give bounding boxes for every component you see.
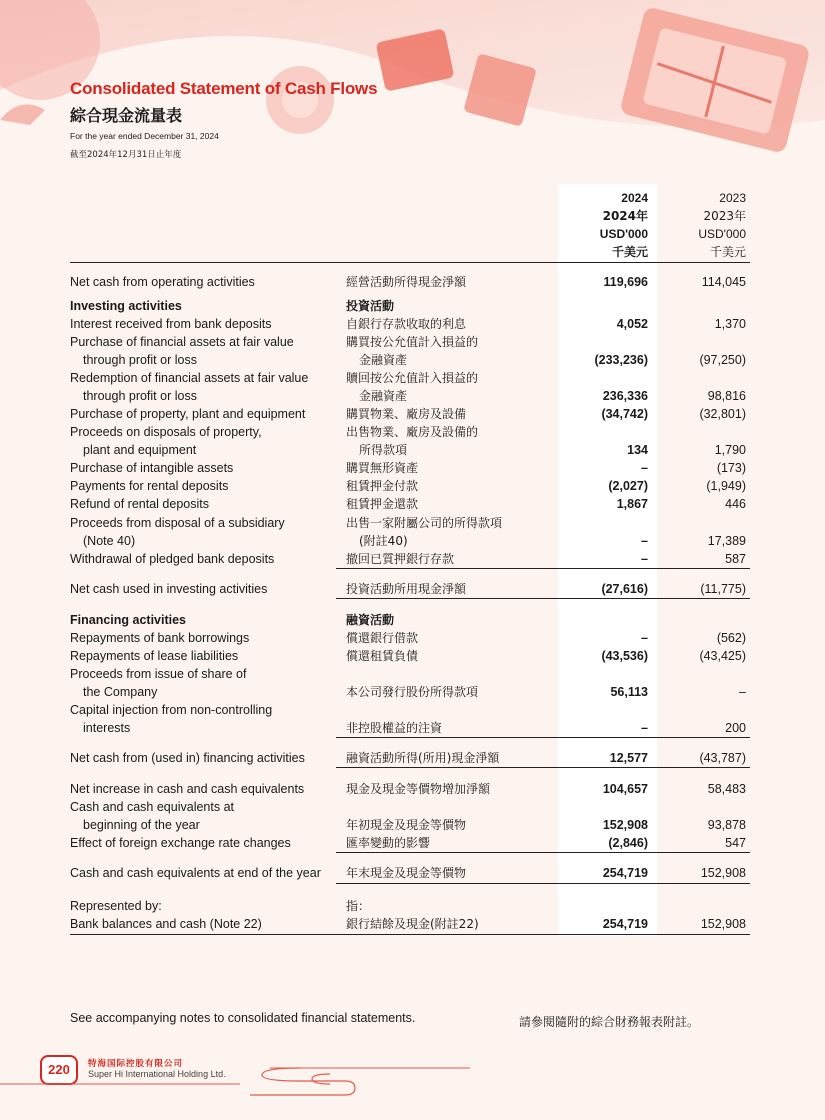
table-row xyxy=(70,441,750,459)
section-heading xyxy=(70,611,750,629)
row-label-chinese: 投資活動所用現金淨額 xyxy=(346,582,467,596)
row-label-chinese: 出售物業、廠房及設備的 xyxy=(346,425,479,439)
row-label-chinese: 融資活動所得(所用)現金淨額 xyxy=(346,751,500,765)
row-label-chinese: 所得款項 xyxy=(359,443,408,457)
row-label-chinese: 金融資產 xyxy=(359,353,408,367)
table-row xyxy=(70,550,750,568)
row-label: Proceeds on disposals of property, xyxy=(70,425,262,439)
table-row xyxy=(70,514,750,532)
row-label-chinese: 非控股權益的注資 xyxy=(346,721,443,735)
table-row xyxy=(70,387,750,405)
row-label-chinese: 投資活動 xyxy=(346,299,395,313)
row-label: Refund of rental deposits xyxy=(70,497,209,511)
row-label-chinese: 金融資產 xyxy=(359,389,408,403)
table-row xyxy=(70,369,750,387)
row-label-chinese: 匯率變動的影響 xyxy=(346,836,431,850)
value-2024: 236,336 xyxy=(602,389,648,403)
period-subtitle-chinese: 截至2024年12月31日止年度 xyxy=(70,150,182,160)
row-label-chinese: 撤回已質押銀行存款 xyxy=(346,552,455,566)
value-2023: (1,949) xyxy=(706,479,746,493)
value-2024: – xyxy=(641,631,648,645)
row-label: Capital injection from non-controlling xyxy=(70,703,273,717)
page-title-chinese: 綜合現金流量表 xyxy=(70,106,183,125)
period-subtitle: For the year ended December 31, 2024 xyxy=(70,131,219,141)
row-label: Repayments of lease liabilities xyxy=(70,649,239,663)
value-2023: 587 xyxy=(725,552,746,566)
value-2024: 104,657 xyxy=(602,782,648,796)
unit-label-chinese: 千美元 xyxy=(611,245,648,259)
row-label: beginning of the year xyxy=(83,818,200,832)
table-row xyxy=(70,683,750,701)
subtotal-rule xyxy=(336,767,750,768)
value-2024: (2,846) xyxy=(608,836,648,850)
total-rule xyxy=(70,934,750,935)
row-label: Net cash from (used in) financing activities xyxy=(70,751,305,765)
row-label: Withdrawal of pledged bank deposits xyxy=(70,552,275,566)
row-label: Net increase in cash and cash equivalents xyxy=(70,782,305,796)
column-header-2023 xyxy=(660,189,746,261)
row-label: Repayments of bank borrowings xyxy=(70,631,250,645)
value-2024: 254,719 xyxy=(602,917,648,931)
table-row xyxy=(70,665,750,683)
row-label: through profit or loss xyxy=(83,353,197,367)
row-label-chinese: 銀行結餘及現金(附註22) xyxy=(346,917,479,931)
value-2024: (34,742) xyxy=(601,407,648,421)
value-2023: 98,816 xyxy=(707,389,746,403)
row-label: Proceeds from issue of share of xyxy=(70,667,247,681)
row-label: Net cash from operating activities xyxy=(70,275,255,289)
value-2023: 547 xyxy=(725,836,746,850)
table-row xyxy=(70,897,750,915)
value-2023: 93,878 xyxy=(707,818,746,832)
value-2023: 17,389 xyxy=(707,534,746,548)
row-label: interests xyxy=(83,721,131,735)
row-label: Cash and cash equivalents at xyxy=(70,800,234,814)
page-number: 220 xyxy=(40,1055,78,1085)
table-row xyxy=(70,495,750,513)
row-label-chinese: 指： xyxy=(346,899,371,913)
row-label-chinese: 年末現金及現金等價物 xyxy=(346,866,467,880)
row-label-chinese: 現金及現金等價物增加淨額 xyxy=(346,782,491,796)
total-row xyxy=(70,915,750,933)
value-2024: (233,236) xyxy=(594,353,648,367)
value-2023: 152,908 xyxy=(700,866,746,880)
row-label: Financing activities xyxy=(70,613,187,627)
header-divider xyxy=(70,262,750,263)
row-label: Redemption of financial assets at fair value xyxy=(70,371,309,385)
subtotal-row xyxy=(70,580,750,598)
value-2024: 152,908 xyxy=(602,818,648,832)
value-2024: – xyxy=(641,552,648,566)
row-label: Purchase of property, plant and equipment xyxy=(70,407,306,421)
page-title: Consolidated Statement of Cash Flows xyxy=(70,79,378,98)
value-2023: 152,908 xyxy=(700,917,746,931)
value-2024: (2,027) xyxy=(608,479,648,493)
year-label-chinese: 2024年 xyxy=(602,209,648,223)
value-2024: 4,052 xyxy=(616,317,648,331)
value-2023: 200 xyxy=(725,721,746,735)
value-2024: 56,113 xyxy=(610,685,648,699)
value-2023: (173) xyxy=(716,461,746,475)
value-2023: (43,425) xyxy=(699,649,746,663)
unit-label-chinese: 千美元 xyxy=(709,245,746,259)
subtotal-rule xyxy=(336,737,750,738)
row-label-chinese: 償還銀行借款 xyxy=(346,631,419,645)
row-label-chinese: 出售一家附屬公司的所得款項 xyxy=(346,516,503,530)
row-label-chinese: 購買無形資產 xyxy=(346,461,419,475)
table-row xyxy=(70,423,750,441)
row-label-chinese: 融資活動 xyxy=(346,613,395,627)
value-2023: (32,801) xyxy=(699,407,746,421)
table-row xyxy=(70,701,750,719)
value-2023: (43,787) xyxy=(699,751,746,765)
row-label: Investing activities xyxy=(70,299,182,313)
row-label-chinese: 年初現金及現金等價物 xyxy=(346,818,467,832)
table-row xyxy=(70,315,750,333)
subtotal-rule xyxy=(336,883,750,884)
company-name: Super Hi International Holding Ltd. xyxy=(88,1069,226,1079)
row-label: Cash and cash equivalents at end of the year xyxy=(70,866,321,880)
value-2024: (43,536) xyxy=(601,649,648,663)
row-label: Payments for rental deposits xyxy=(70,479,229,493)
table-row xyxy=(70,816,750,834)
value-2024: – xyxy=(641,721,648,735)
value-2024: – xyxy=(641,461,648,475)
subtotal-row xyxy=(70,749,750,767)
column-header-2024 xyxy=(560,189,648,261)
table-row xyxy=(70,333,750,351)
row-label: Represented by: xyxy=(70,899,162,913)
unit-label: USD'000 xyxy=(599,227,648,241)
year-label-chinese: 2023年 xyxy=(703,209,746,223)
table-row xyxy=(70,405,750,423)
value-2024: – xyxy=(641,534,648,548)
value-2023: (97,250) xyxy=(699,353,746,367)
row-label: Purchase of intangible assets xyxy=(70,461,234,475)
subtotal-rule xyxy=(336,852,750,853)
row-label: Bank balances and cash (Note 22) xyxy=(70,917,262,931)
year-label: 2024 xyxy=(621,191,648,205)
row-label: plant and equipment xyxy=(83,443,197,457)
row-label-chinese: 本公司發行股份所得款項 xyxy=(346,685,479,699)
table-row xyxy=(70,459,750,477)
row-label-chinese: (附註40) xyxy=(359,534,408,548)
row-label-chinese: 租賃押金付款 xyxy=(346,479,419,493)
year-label: 2023 xyxy=(719,191,746,205)
subtotal-row xyxy=(70,864,750,882)
row-label: Interest received from bank deposits xyxy=(70,317,272,331)
subtotal-rule xyxy=(336,598,750,599)
value-2024: 12,577 xyxy=(609,751,648,765)
row-label-chinese: 贖回按公允值計入損益的 xyxy=(346,371,479,385)
row-label-chinese: 租賃押金還款 xyxy=(346,497,419,511)
value-2024: (27,616) xyxy=(601,582,648,596)
value-2023: (562) xyxy=(716,631,746,645)
row-label: Effect of foreign exchange rate changes xyxy=(70,836,291,850)
table-row xyxy=(70,477,750,495)
table-row xyxy=(70,834,750,852)
row-label-chinese: 購買按公允值計入損益的 xyxy=(346,335,479,349)
subtotal-rule xyxy=(336,568,750,569)
value-2024: 254,719 xyxy=(602,866,648,880)
value-2023: 446 xyxy=(725,497,746,511)
row-label: Purchase of financial assets at fair value xyxy=(70,335,294,349)
value-2023: 1,370 xyxy=(714,317,746,331)
row-label: the Company xyxy=(83,685,158,699)
value-2024: 134 xyxy=(627,443,648,457)
value-2024: 1,867 xyxy=(616,497,648,511)
row-label: Proceeds from disposal of a subsidiary xyxy=(70,516,285,530)
table-row xyxy=(70,798,750,816)
table-row xyxy=(70,719,750,737)
row-label: Net cash used in investing activities xyxy=(70,582,268,596)
row-label: through profit or loss xyxy=(83,389,197,403)
table-row xyxy=(70,273,750,291)
row-label-chinese: 經營活動所得現金淨額 xyxy=(346,275,467,289)
table-row xyxy=(70,780,750,798)
footnote: See accompanying notes to consolidated financial statements. xyxy=(70,1011,416,1025)
value-2023: 58,483 xyxy=(707,782,746,796)
value-2023: 114,045 xyxy=(701,275,746,289)
value-2023: (11,775) xyxy=(700,582,746,596)
footer-decorative-line xyxy=(0,1062,480,1098)
row-label-chinese: 自銀行存款收取的利息 xyxy=(346,317,467,331)
table-row xyxy=(70,629,750,647)
value-2023: 1,790 xyxy=(714,443,746,457)
row-label-chinese: 償還租賃負債 xyxy=(346,649,419,663)
company-name-chinese: 特海国际控股有限公司 xyxy=(88,1059,184,1069)
value-2023: – xyxy=(739,685,746,699)
table-row xyxy=(70,532,750,550)
table-row xyxy=(70,647,750,665)
row-label-chinese: 購買物業、廠房及設備 xyxy=(346,407,467,421)
footnote-chinese: 請參閱隨附的綜合財務報表附註。 xyxy=(519,1015,700,1029)
table-row xyxy=(70,351,750,369)
value-2024: 119,696 xyxy=(603,275,648,289)
unit-label: USD'000 xyxy=(698,227,746,241)
row-label: (Note 40) xyxy=(83,534,136,548)
section-heading xyxy=(70,297,750,315)
